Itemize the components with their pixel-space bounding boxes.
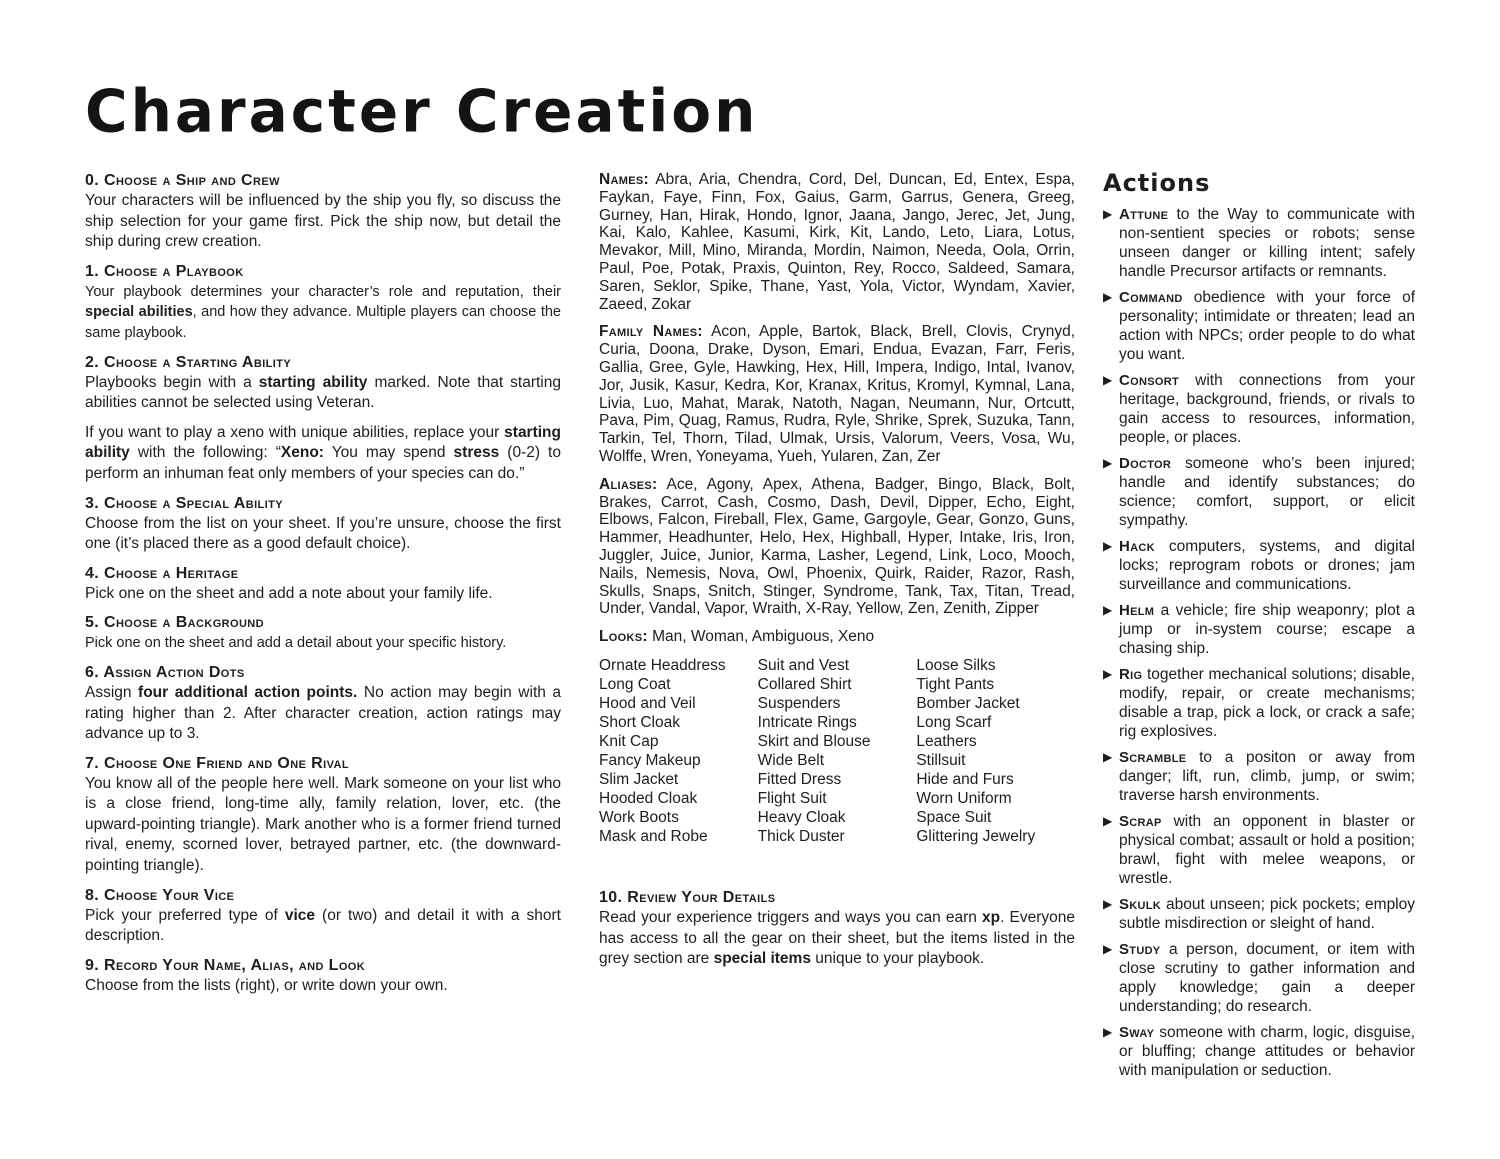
step-1: [85, 262, 561, 344]
look-item: Intricate Rings: [757, 714, 857, 732]
triangle-right-icon: ▶: [1103, 290, 1113, 304]
looks-column: [599, 656, 758, 846]
look-item: Wide Belt: [757, 752, 825, 770]
looks-label: Looks:: [599, 628, 648, 646]
triangle-right-icon: ▶: [1103, 750, 1113, 764]
look-item: Thick Duster: [757, 828, 845, 846]
action-rig: ▶ Rig together mechanical solutions; disable, modify, repair, or create mechanisms; disable a trap, pick a lock, or crack a safe; rig explosives.: [1103, 666, 1415, 740]
step-body: Pick your preferred type of vice (or two) and detail it with a short description.: [85, 906, 561, 945]
step-body: Choose from the lists (right), or write down your own.: [85, 976, 448, 994]
step-heading: 1. Choose a Playbook: [85, 262, 244, 280]
step-6: [85, 663, 561, 745]
action-doctor: ▶ Doctor someone who’s been injured; handle and identify substances; do science; comfort, support, or elicit sympathy.: [1103, 455, 1415, 529]
action-attune: ▶ Attune to the Way to communicate with non-sentient species or robots; sense unseen danger or killing intent; safely handle Precursor artifacts or remnants.: [1103, 206, 1415, 280]
look-item: Tight Pants: [916, 676, 995, 694]
step-9: [85, 956, 561, 997]
steps-column: [85, 171, 561, 1005]
look-item: Hood and Veil: [599, 695, 696, 713]
step-heading: 8. Choose Your Vice: [85, 886, 235, 904]
triangle-right-icon: ▶: [1103, 603, 1113, 617]
step-heading: 2. Choose a Starting Ability: [85, 353, 292, 371]
look-item: Flight Suit: [757, 790, 827, 808]
look-item: Short Cloak: [599, 714, 680, 732]
triangle-right-icon: ▶: [1103, 942, 1113, 956]
family-names-list: Family Names: Acon, Apple, Bartok, Black, Brell, Clovis, Crynyd, Curia, Doona, Drake, Dyson, Emari, Endua, Evazan, Farr, Feris, Gallia, Gree, Gyle, Hawking, Hex, Hill, Impera, Indigo, Intal, Ivanov, Jor, Jusik, Kasur, Kedra, Kor, Kranax, Kritus, Kromyl, Kymnal, Lana, Livia, Luo, Mahat, Marak, Natoth, Nagan, Neumann, Nur, Ortcutt, Pava, Pim, Quag, Ramus, Rudra, Ryle, Shrike, Sprek, Suzuka, Tann, Tarkin, Tel, Thorn, Tilad, Ulmak, Ursis, Valorum, Veers, Vosa, Wu, Wolffe, Wren, Yoneyama, Yueh, Yularen, Zan, Zer: [599, 323, 1076, 465]
step-body: Assign four additional action points. No action may begin with a rating higher than 2. After character creation, action ratings may advance up to 3.: [85, 683, 562, 743]
look-item: Collared Shirt: [757, 676, 852, 694]
look-item: Ornate Headdress: [599, 657, 726, 675]
step-0: [85, 171, 561, 253]
step-body: Your playbook determines your character’s role and reputation, their special abilities, and how they advance. Multiple players can choose the same playbook.: [85, 283, 561, 341]
look-item: Stillsuit: [916, 752, 966, 770]
action-consort: ▶ Consort with connections from your heritage, background, friends, or rivals to gain access to resources, information, people, or places.: [1103, 372, 1415, 446]
step-8: [85, 886, 561, 947]
looks-column: [916, 656, 1075, 846]
triangle-right-icon: ▶: [1103, 207, 1113, 221]
look-item: Long Scarf: [916, 714, 992, 732]
looks-column: [758, 656, 917, 846]
look-item: Long Coat: [599, 676, 671, 694]
looks-grid: [599, 656, 1075, 846]
step-heading: 5. Choose a Background: [85, 614, 264, 632]
looks-list: Looks: Man, Woman, Ambiguous, Xeno: [599, 628, 875, 646]
look-item: Leathers: [916, 733, 977, 751]
step-body-xeno: If you want to play a xeno with unique abilities, replace your starting ability with the following: “Xeno: You may spend stress (0-2) to perform an inhuman feat only members of your species can do.”: [85, 423, 561, 482]
step-body: Read your experience triggers and ways you can earn xp. Everyone has access to all the gear on their sheet, but the items listed in the grey section are special items unique to your playbook.: [599, 909, 1075, 968]
look-item: Glittering Jewelry: [916, 828, 1036, 846]
step-heading: 3. Choose a Special Ability: [85, 494, 283, 512]
action-command: ▶ Command obedience with your force of personality; intimidate or threaten; lead an action with NPCs; order people to do what you want.: [1103, 289, 1415, 363]
look-item: Fitted Dress: [757, 771, 842, 789]
action-skulk: ▶ Skulk about unseen; pick pockets; employ subtle misdirection or sleight of hand.: [1103, 896, 1415, 932]
look-item: Fancy Makeup: [599, 752, 701, 770]
step-body: You know all of the people here well. Mark someone on your list who is a close friend, long-time ally, family relation, lover, etc. (the upward-pointing triangle). Mark another who is a former friend turned rival, enemy, scorned lover, betrayed partner, etc. (the downward-pointing triangle).: [85, 774, 561, 875]
triangle-right-icon: ▶: [1103, 456, 1113, 470]
names-label: Names:: [599, 171, 649, 188]
step-heading: 0. Choose a Ship and Crew: [85, 172, 280, 189]
look-item: Space Suit: [916, 809, 992, 827]
look-item: Loose Silks: [916, 657, 996, 675]
look-item: Hooded Cloak: [599, 790, 698, 808]
look-item: Knit Cap: [599, 733, 659, 751]
triangle-right-icon: ▶: [1103, 667, 1113, 681]
step-body: Your characters will be influenced by the ship you fly, so discuss the ship selection for your game first. Pick the ship now, but detail the ship during crew creation.: [85, 192, 561, 251]
action-study: ▶ Study a person, document, or item with close scrutiny to gather information and apply knowledge; gain a deeper understanding; do research.: [1103, 941, 1415, 1015]
actions-heading: Actions: [1103, 169, 1211, 197]
step-10: [599, 888, 1075, 970]
step-heading: 10. Review Your Details: [599, 889, 776, 907]
step-5: [85, 613, 561, 654]
look-item: Skirt and Blouse: [757, 733, 871, 751]
step-body: Pick one on the sheet and add a note about your family life.: [85, 584, 493, 602]
triangle-right-icon: ▶: [1103, 539, 1113, 553]
look-item: Work Boots: [599, 809, 679, 827]
names-column: [599, 171, 1075, 979]
step-body: Playbooks begin with a starting ability marked. Note that starting abilities cannot be selected using Veteran.: [85, 373, 561, 412]
step-heading: 6. Assign Action Dots: [85, 663, 245, 681]
step-2: [85, 353, 561, 485]
step-4: [85, 564, 561, 605]
look-item: Suspenders: [757, 695, 841, 713]
triangle-right-icon: ▶: [1103, 814, 1113, 828]
look-item: Mask and Robe: [599, 828, 708, 846]
aliases-list: Aliases: Ace, Agony, Apex, Athena, Badger, Bingo, Black, Bolt, Brakes, Carrot, Cash, Cosmo, Dash, Devil, Dipper, Echo, Eight, Elbows, Falcon, Fireball, Flex, Game, Gargoyle, Gear, Gonzo, Guns, Hammer, Headhunter, Helo, Hex, Highball, Hyper, Intake, Iris, Iron, Juggler, Juice, Junior, Karma, Lasher, Legend, Link, Loco, Mooch, Nails, Nemesis, Nova, Owl, Phoenix, Quirk, Raider, Razor, Rash, Skulls, Snaps, Snitch, Stinger, Syndrome, Tank, Tax, Titan, Tread, Under, Vandal, Vapor, Wraith, X-Ray, Yellow, Zen, Zenith, Zipper: [599, 475, 1076, 618]
page-title: Character Creation: [85, 76, 759, 146]
action-sway: ▶ Sway someone with charm, logic, disguise, or bluffing; change attitudes or behavior with manipulation or seduction.: [1103, 1024, 1415, 1079]
look-item: Suit and Vest: [757, 657, 850, 675]
step-heading: 7. Choose One Friend and One Rival: [85, 754, 349, 772]
aliases-label: Aliases:: [599, 475, 658, 493]
triangle-right-icon: ▶: [1103, 1025, 1113, 1039]
family-names-label: Family Names:: [599, 323, 703, 341]
step-3: [85, 494, 561, 555]
action-scramble: ▶ Scramble to a positon or away from danger; lift, run, climb, jump, or swim; traverse harsh environments.: [1103, 749, 1415, 804]
step-7: [85, 754, 561, 877]
triangle-right-icon: ▶: [1103, 373, 1113, 387]
look-item: Bomber Jacket: [916, 695, 1020, 713]
look-item: Slim Jacket: [599, 771, 679, 789]
actions-column: [1103, 171, 1415, 1087]
action-hack: ▶ Hack computers, systems, and digital locks; reprogram robots or drones; jam surveillance and communications.: [1103, 538, 1415, 593]
step-body: Pick one on the sheet and add a detail about your specific history.: [85, 635, 507, 652]
step-heading: 9. Record Your Name, Alias, and Look: [85, 956, 366, 974]
look-item: Worn Uniform: [916, 790, 1012, 808]
step-heading: 4. Choose a Heritage: [85, 564, 239, 582]
names-list: Names: Abra, Aria, Chendra, Cord, Del, Duncan, Ed, Entex, Espa, Faykan, Faye, Finn, Fox, Gaius, Garm, Garrus, Genera, Greeg, Gurney, Han, Hirak, Hondo, Ignor, Jaana, Jango, Jerec, Jet, Jung, Kai, Kalo, Kahlee, Kasumi, Kirk, Kit, Lando, Leto, Liara, Lotus, Mevakor, Mill, Mino, Miranda, Mordin, Naimon, Needa, Oola, Orrin, Paul, Poe, Potak, Praxis, Quinton, Rey, Rocco, Saldeed, Samara, Saren, Seklor, Spike, Thane, Yast, Yola, Victor, Wyndam, Xavier, Zaeed, Zokar: [599, 171, 1075, 313]
look-item: Heavy Cloak: [757, 809, 846, 827]
triangle-right-icon: ▶: [1103, 897, 1113, 911]
step-body: Choose from the list on your sheet. If you’re unsure, choose the first one (it’s placed there as a good default choice).: [85, 514, 561, 553]
action-helm: ▶ Helm a vehicle; fire ship weaponry; plot a jump or in-system course; escape a chasing ship.: [1103, 602, 1415, 657]
look-item: Hide and Furs: [916, 771, 1014, 789]
action-scrap: ▶ Scrap with an opponent in blaster or physical combat; assault or hold a position; brawl, fight with melee weapons, or wrestle.: [1103, 813, 1415, 887]
